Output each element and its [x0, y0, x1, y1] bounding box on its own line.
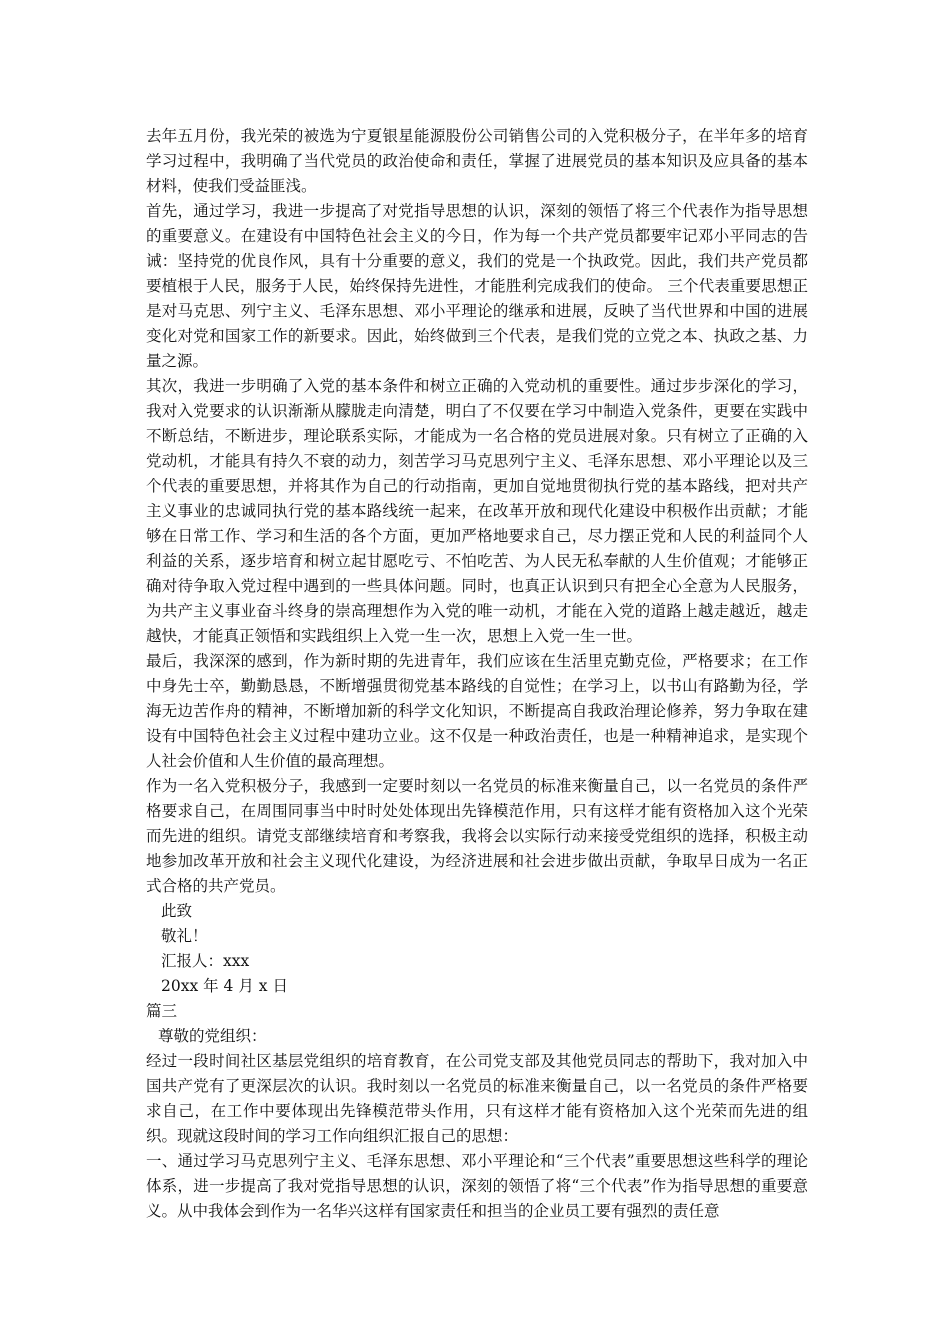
closing-line-1: 此致 [161, 902, 193, 920]
date-line: 20xx 年 4 月 x 日 [161, 977, 288, 995]
paragraph-report-intro: 经过一段时间社区基层党组织的培育教育，在公司党支部及其他党员同志的帮助下，我对加入中国共产党有了更深层次的认识。我时刻以一名党员的标准来衡量自己，以一名党员的条件严格要求自己，在工作中要体现出先锋模范带头作用，只有这样才能有资格加入这个光荣而先进的组织。现就这段时间的学习工作向组织汇报自己的思想： [146, 1052, 808, 1145]
paragraph-first: 首先，通过学习，我进一步提高了对党指导思想的认识，深刻的领悟了将三个代表作为指导思想的重要意义。在建设有中国特色社会主义的今日，作为每一个共产党员都要牢记邓小平同志的告诫：坚持党的优良作风，具有十分重要的意义，我们的党是一个执政党。因此，我们共产党员都要植根于人民，服务于人民，始终保持先进性，才能胜利完成我们的使命。 三个代表重要思想正是对马克思、列宁主义、毛泽东思想、邓小平理论的继承和进展，反映了当代世界和中国的进展变化对党和国家工作的新要求。因此，始终做到三个代表，是我们党的立党之本、执政之基、力量之源。 [146, 202, 808, 370]
paragraph-point-one: 一、通过学习马克思列宁主义、毛泽东思想、邓小平理论和“三个代表”重要思想这些科学的理论体系，进一步提高了我对党指导思想的认识，深刻的领悟了将“三个代表”作为指导思想的重要意义。从中我体会到作为一名华兴这样有国家责任和担当的企业员工要有强烈的责任意 [146, 1152, 808, 1220]
reporter-line: 汇报人：xxx [161, 952, 250, 970]
salutation: 尊敬的党组织： [158, 1027, 267, 1045]
paragraph-second: 其次，我进一步明确了入党的基本条件和树立正确的入党动机的重要性。通过步步深化的学习，我对入党要求的认识渐渐从朦胧走向清楚，明白了不仅要在学习中制造入党条件，更要在实践中不断总结，不断进步，理论联系实际，才能成为一名合格的党员进展对象。只有树立了正确的入党动机，才能具有持久不衰的动力，刻苦学习马克思列宁主义、毛泽东思想、邓小平理论以及三个代表的重要思想，并将其作为自己的行动指南，更加自觉地贯彻执行党的基本路线，把对共产主义事业的忠诚同执行党的基本路线统一起来，在改革开放和现代化建设中积极作出贡献；才能够在日常工作、学习和生活的各个方面，更加严格地要求自己，尽力摆正党和人民的利益同个人利益的关系，逐步培育和树立起甘愿吃亏、不怕吃苦、为人民无私奉献的人生价值观；才能够正确对待争取入党过程中遇到的一些具体问题。同时，也真正认识到只有把全心全意为人民服务，为共产主义事业奋斗终身的崇高理想作为入党的唯一动机，才能在入党的道路上越走越近，越走越快，才能真正领悟和实践组织上入党一生一次，思想上入党一生一世。 [146, 377, 808, 645]
paragraph-intro: 去年五月份，我光荣的被选为宁夏银星能源股份公司销售公司的入党积极分子，在半年多的培育学习过程中，我明确了当代党员的政治使命和责任，掌握了进展党员的基本知识及应具备的基本材料，使我们受益匪浅。 [146, 127, 808, 195]
closing-line-2: 敬礼！ [161, 927, 208, 945]
section-title: 篇三 [146, 1002, 178, 1020]
document-body [146, 124, 808, 1224]
paragraph-conclusion: 作为一名入党积极分子，我感到一定要时刻以一名党员的标准来衡量自己，以一名党员的条件严格要求自己，在周围同事当中时时处处体现出先锋模范作用，只有这样才能有资格加入这个光荣而先进的组织。请党支部继续培育和考察我，我将会以实际行动来接受党组织的选择，积极主动地参加改革开放和社会主义现代化建设，为经济进展和社会进步做出贡献，争取早日成为一名正式合格的共产党员。 [146, 777, 808, 895]
paragraph-finally: 最后，我深深的感到，作为新时期的先进青年，我们应该在生活里克勤克俭，严格要求；在工作中身先士卒，勤勤恳恳，不断增强贯彻党基本路线的自觉性；在学习上，以书山有路勤为径，学海无边苦作舟的精神，不断增加新的科学文化知识，不断提高自我政治理论修养，努力争取在建设有中国特色社会主义过程中建功立业。这不仅是一种政治责任，也是一种精神追求，是实现个人社会价值和人生价值的最高理想。 [146, 652, 808, 770]
